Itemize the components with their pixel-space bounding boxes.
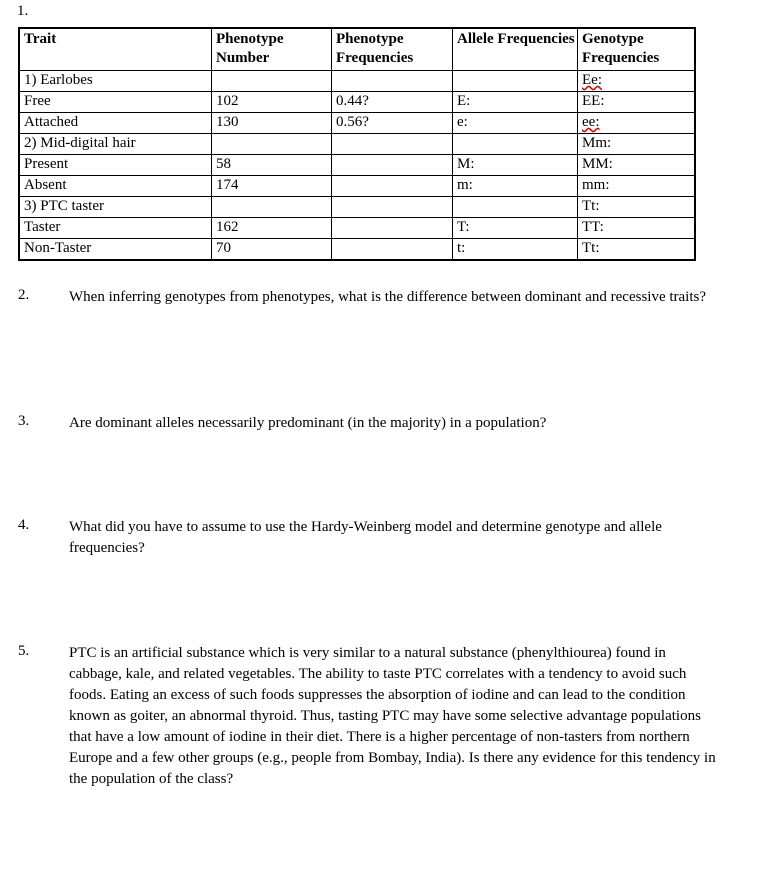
question-text: What did you have to assume to use the Hardy-Weinberg model and determine genotype and allele frequencies? bbox=[69, 519, 662, 556]
genotype-frequency-cell-text: Mm: bbox=[582, 135, 612, 151]
table-row bbox=[19, 176, 695, 197]
allele-frequency-cell-text: M: bbox=[457, 156, 475, 172]
phenotype-number-cell-text: 162 bbox=[216, 219, 239, 235]
phenotype-number-cell bbox=[212, 113, 332, 134]
question-number: 3. bbox=[18, 413, 30, 429]
genotype-frequency-cell-text: mm: bbox=[582, 177, 610, 193]
question-text: Are dominant alleles necessarily predominant (in the majority) in a population? bbox=[69, 415, 547, 431]
header-phenotype-number: Phenotype Number bbox=[212, 28, 332, 71]
allele-frequency-cell-text: T: bbox=[457, 219, 470, 235]
table-row bbox=[19, 218, 695, 239]
phenotype-frequency-cell bbox=[332, 71, 453, 92]
header-phenotype-frequencies: Phenotype Frequencies bbox=[332, 28, 453, 71]
phenotype-frequency-cell-text: 0.44? bbox=[336, 93, 369, 109]
trait-cell bbox=[19, 218, 212, 239]
genotype-frequency-cell bbox=[578, 155, 696, 176]
phenotype-frequency-cell bbox=[332, 92, 453, 113]
allele-frequency-cell-text: m: bbox=[457, 177, 473, 193]
genotype-frequency-cell bbox=[578, 92, 696, 113]
trait-cell-text: Attached bbox=[24, 114, 79, 130]
trait-cell-text: 2) Mid-digital hair bbox=[24, 135, 136, 151]
phenotype-frequency-cell bbox=[332, 239, 453, 261]
allele-frequency-cell bbox=[453, 113, 578, 134]
table-row bbox=[19, 239, 695, 261]
phenotype-number-cell bbox=[212, 92, 332, 113]
phenotype-number-cell bbox=[212, 239, 332, 261]
table-header-row bbox=[19, 28, 695, 71]
phenotype-number-cell-text: 58 bbox=[216, 156, 231, 172]
genotype-frequency-cell-text: ee: bbox=[582, 114, 600, 130]
trait-cell bbox=[19, 239, 212, 261]
genotype-frequency-cell bbox=[578, 134, 696, 155]
trait-cell bbox=[19, 197, 212, 218]
phenotype-number-cell bbox=[212, 218, 332, 239]
phenotype-number-cell-text: 70 bbox=[216, 240, 231, 256]
allele-frequency-cell bbox=[453, 92, 578, 113]
allele-frequency-cell bbox=[453, 218, 578, 239]
genotype-frequency-cell bbox=[578, 71, 696, 92]
question-number: 5. bbox=[18, 643, 30, 659]
allele-frequency-cell bbox=[453, 155, 578, 176]
phenotype-number-cell-text: 102 bbox=[216, 93, 239, 109]
phenotype-number-cell bbox=[212, 197, 332, 218]
phenotype-frequency-cell-text: 0.56? bbox=[336, 114, 369, 130]
header-trait: Trait bbox=[19, 28, 212, 71]
phenotype-frequency-cell bbox=[332, 134, 453, 155]
phenotype-number-cell-text: 174 bbox=[216, 177, 239, 193]
trait-cell-text: 1) Earlobes bbox=[24, 72, 93, 88]
allele-frequency-cell bbox=[453, 71, 578, 92]
trait-cell bbox=[19, 134, 212, 155]
table-section-row bbox=[19, 197, 695, 218]
table-section-row bbox=[19, 134, 695, 155]
phenotype-number-cell bbox=[212, 155, 332, 176]
trait-cell bbox=[19, 155, 212, 176]
trait-cell-text: Absent bbox=[24, 177, 67, 193]
allele-frequency-cell bbox=[453, 239, 578, 261]
allele-frequency-cell-text: t: bbox=[457, 240, 466, 256]
genotype-frequency-cell bbox=[578, 113, 696, 134]
allele-frequency-cell-text: e: bbox=[457, 114, 468, 130]
phenotype-number-cell-text: 130 bbox=[216, 114, 239, 130]
allele-frequency-cell bbox=[453, 197, 578, 218]
genotype-frequency-cell-text: MM: bbox=[582, 156, 613, 172]
header-genotype-frequencies: Genotype Frequencies bbox=[578, 28, 696, 71]
trait-cell bbox=[19, 113, 212, 134]
allele-frequency-cell-text: E: bbox=[457, 93, 471, 109]
table-row bbox=[19, 113, 695, 134]
trait-cell bbox=[19, 71, 212, 92]
phenotype-frequency-cell bbox=[332, 218, 453, 239]
allele-frequency-cell bbox=[453, 176, 578, 197]
question-text: When inferring genotypes from phenotypes, what is the difference between dominant and recessive traits? bbox=[69, 289, 707, 305]
genotype-frequency-cell-text: EE: bbox=[582, 93, 605, 109]
phenotype-frequency-cell bbox=[332, 176, 453, 197]
header-allele-frequencies: Allele Frequencies bbox=[453, 28, 578, 71]
genotype-frequency-cell bbox=[578, 218, 696, 239]
table-section-row bbox=[19, 71, 695, 92]
question-number: 2. bbox=[18, 287, 30, 303]
trait-cell bbox=[19, 176, 212, 197]
genotype-frequency-cell bbox=[578, 239, 696, 261]
question-number: 4. bbox=[18, 517, 30, 533]
allele-frequency-cell bbox=[453, 134, 578, 155]
table-row bbox=[19, 155, 695, 176]
table-row bbox=[19, 92, 695, 113]
question-text: PTC is an artificial substance which is very similar to a natural substance (phenylthiourea) found in cabbage, kale, and related vegetables. The ability to taste PTC correlates with a tendency to avoid such foods. Eating an excess of such foods suppresses the absorption of iodine and can lead to the condition known as goiter, an abnormal thyroid. Thus, tasting PTC may have some selective advantage populations that have a low amount of iodine in their diet. There is a higher percentage of non-tasters from northern Europe and a few other groups (e.g., people from Bombay, India). Is there any evidence for this tendency in the population of the class? bbox=[69, 645, 716, 787]
trait-cell-text: Taster bbox=[24, 219, 61, 235]
genotype-frequency-cell bbox=[578, 197, 696, 218]
question-1-number: 1. bbox=[17, 3, 29, 19]
trait-frequency-table bbox=[18, 27, 696, 261]
phenotype-number-cell bbox=[212, 71, 332, 92]
genotype-frequency-cell-text: Tt: bbox=[582, 198, 600, 214]
phenotype-number-cell bbox=[212, 176, 332, 197]
genotype-frequency-cell-text: Tt: bbox=[582, 240, 600, 256]
trait-cell-text: Present bbox=[24, 156, 69, 172]
genotype-frequency-cell-text: TT: bbox=[582, 219, 604, 235]
trait-cell-text: Free bbox=[24, 93, 51, 109]
trait-cell-text: 3) PTC taster bbox=[24, 198, 104, 214]
phenotype-frequency-cell bbox=[332, 155, 453, 176]
trait-cell bbox=[19, 92, 212, 113]
phenotype-number-cell bbox=[212, 134, 332, 155]
trait-cell-text: Non-Taster bbox=[24, 240, 92, 256]
phenotype-frequency-cell bbox=[332, 197, 453, 218]
genotype-frequency-cell bbox=[578, 176, 696, 197]
phenotype-frequency-cell bbox=[332, 113, 453, 134]
genotype-frequency-cell-text: Ee: bbox=[582, 72, 602, 88]
